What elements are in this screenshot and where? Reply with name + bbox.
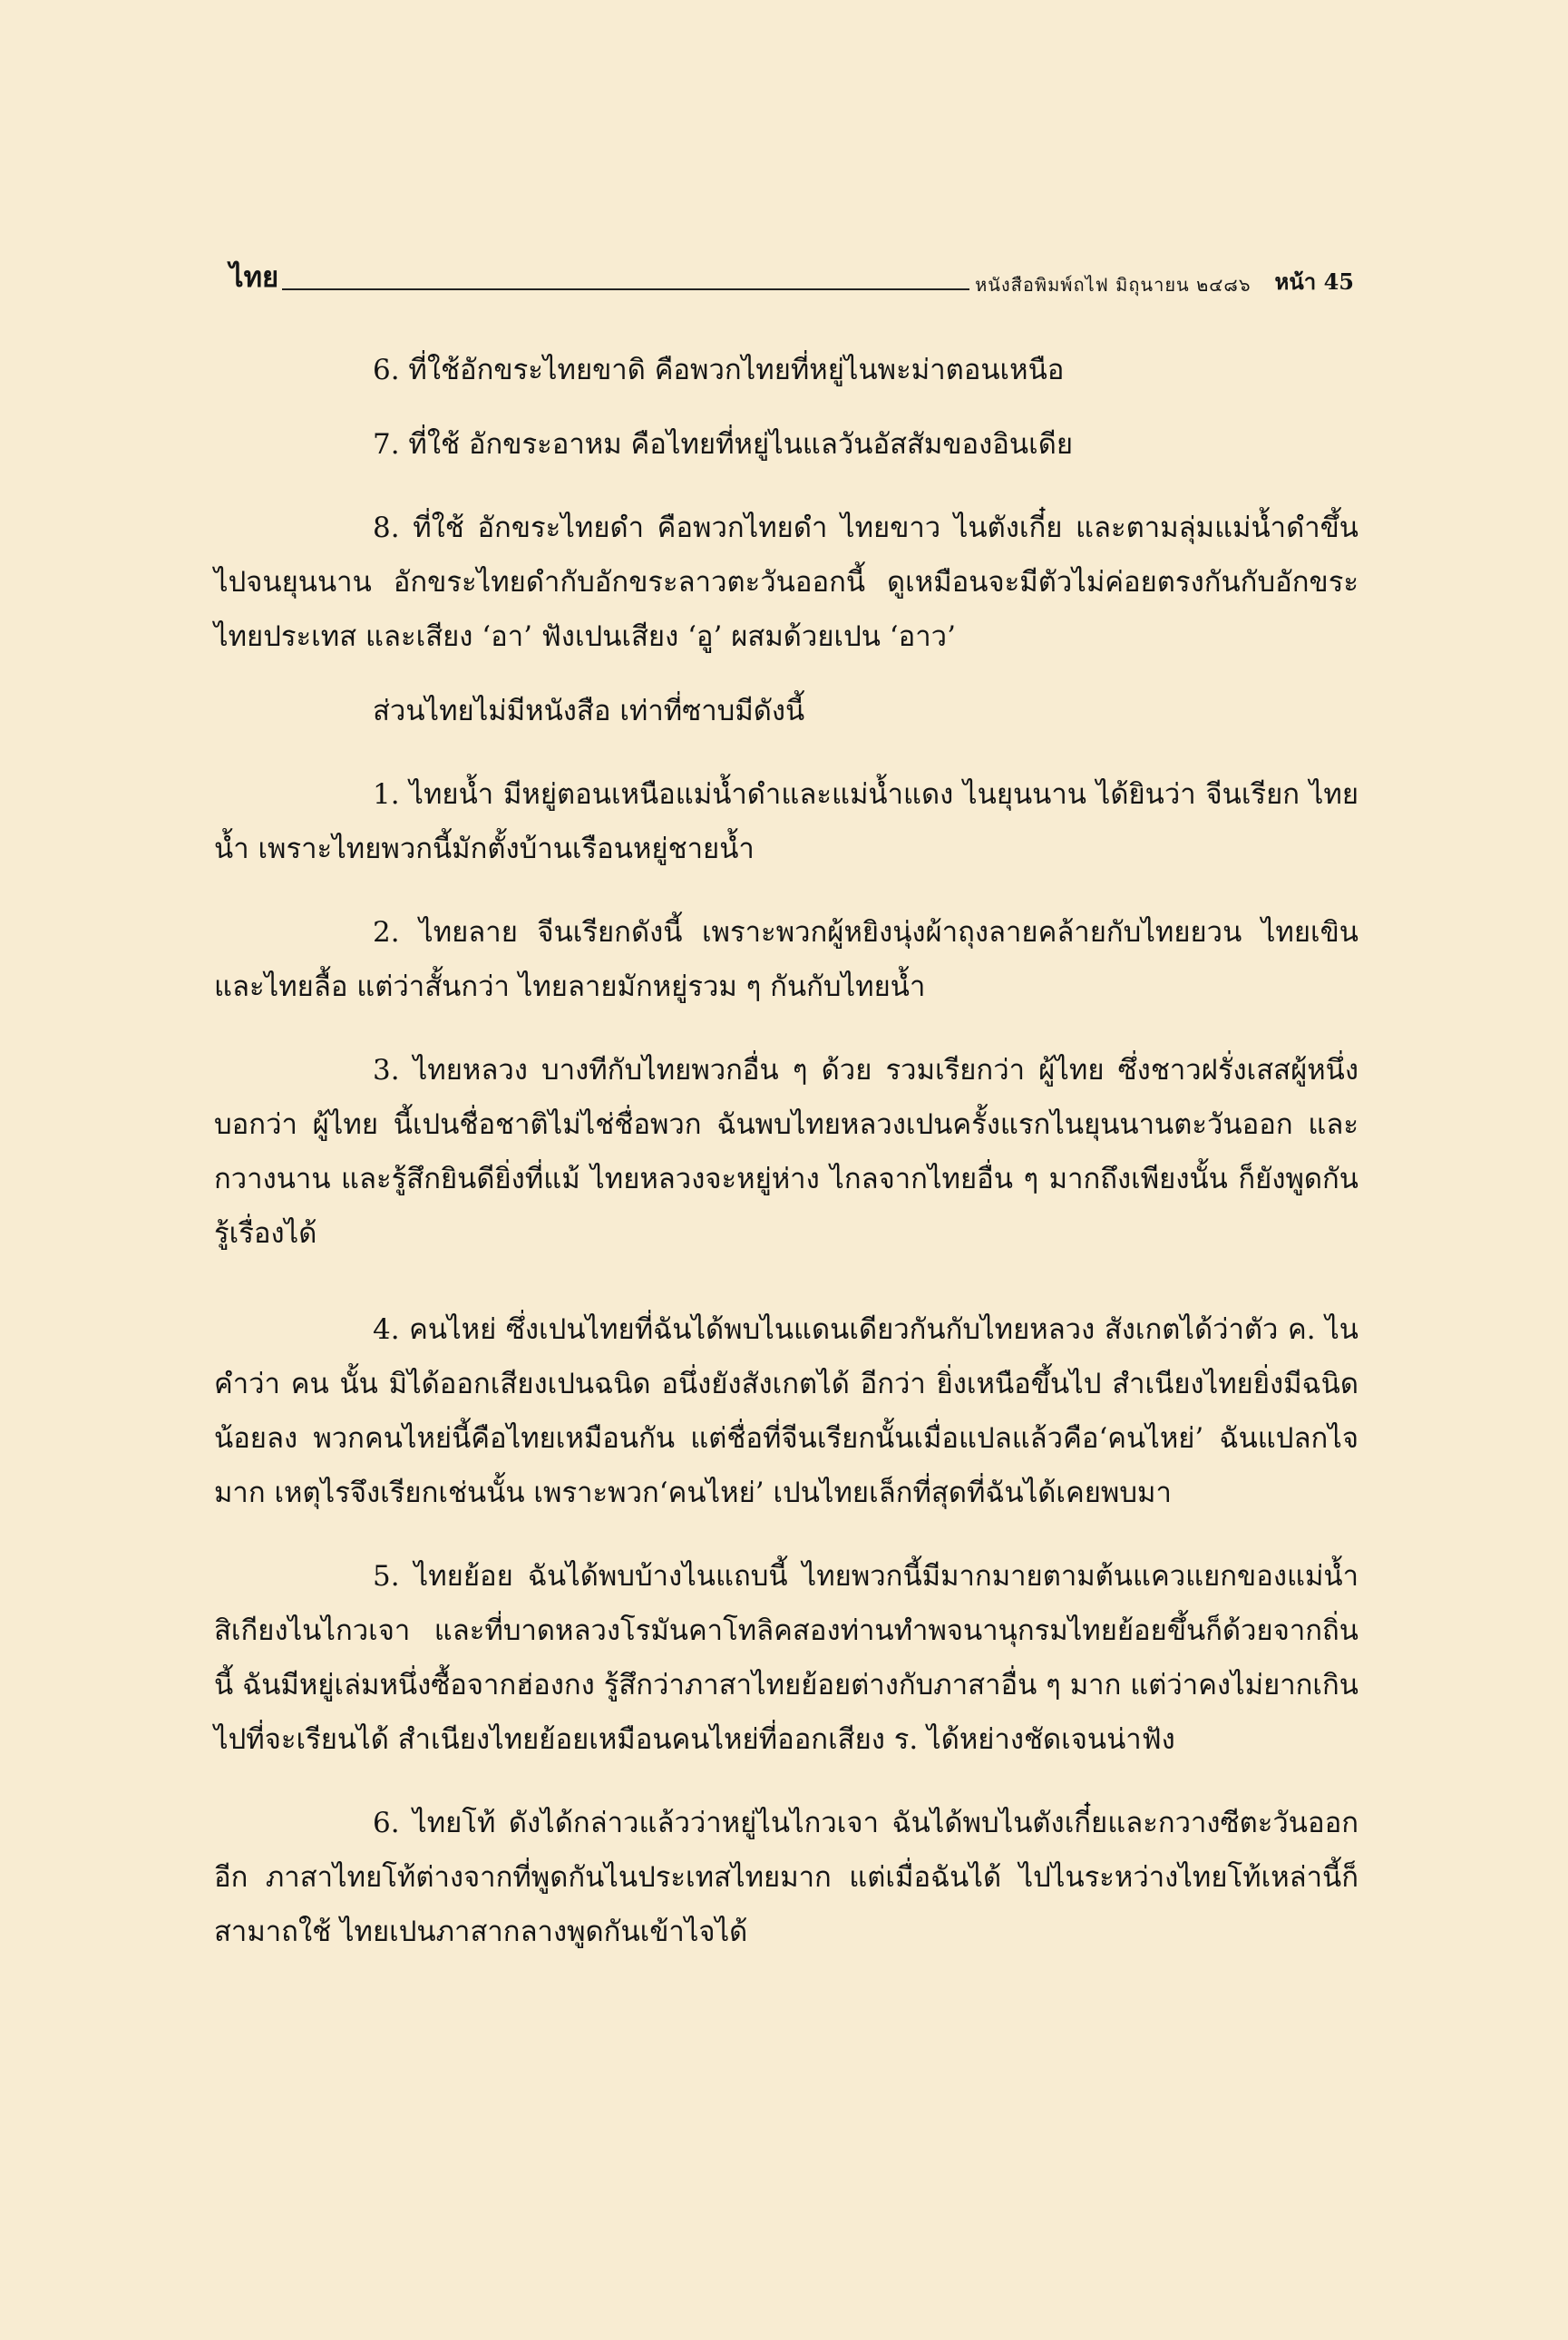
paragraph-item-6-shan: 6. ที่ใช้อักขระไทยขาดิ คือพวกไทยที่หยู่ไนพะม่าตอนเหนือ — [373, 354, 1065, 386]
header-publication: หนังสือพิมพ์ถไฟ มิถุนายน ๒๔๘๖ — [975, 274, 1251, 296]
paragraph-tai-yoi: 5. ไทยย้อย ฉันได้พบบ้างไนแถบนี้ ไทยพวกนี้มีมากมายตามต้นแควแยกของแม่น้ำสิเกียงไนไกวเจา และที่บาดหลวงโรมันคาโทลิคสองท่านทำพจนานุกรมไทยย้อยขึ้นก็ด้วยจากถิ่นนี้ ฉันมีหยู่เล่มหนึ่งซื้อจากฮ่องกง รู้สึกว่าภาสาไทยย้อยต่างกับภาสาอื่น ๆ มาก แต่ว่าคงไม่ยากเกินไปที่จะเรียนได้ สำเนียงไทยย้อยเหมือนคนไหย่ที่ออกเสียง ร. ได้หย่างชัดเจนน่าฟัง — [214, 1560, 1359, 1756]
paragraph-tai-nam: 1. ไทยน้ำ มีหยู่ตอนเหนือแม่น้ำดำและแม่น้ำแดง ไนยุนนาน ได้ยินว่า จีนเรียก ไทยน้ำ เพราะไทยพวกนี้มักตั้งบ้านเรือนหยู่ชายน้ำ — [214, 778, 1359, 865]
paragraph-item-8-black-tai: 8. ที่ใช้ อักขระไทยดำ คือพวกไทยดำ ไทยขาว ไนตังเกี๋ย และตามลุ่มแม่น้ำดำขึ้นไปจนยุนนาน อักขระไทยดำกับอักขระลาวตะวันออกนี้ ดูเหมือนจะมีตัวไม่ค่อยตรงกันกับอักขระไทยประเทส และเสียง ‘อา’ ฟังเปนเสียง ‘อู’ ผสมด้วยเปน ‘อาว’ — [214, 512, 1359, 653]
paragraph-tai-luang: 3. ไทยหลวง บางทีกับไทยพวกอื่น ๆ ด้วย รวมเรียกว่า ผู้ไทย ซึ่งชาวฝรั่งเสสผู้หนึ่งบอกว่า ผู้ไทย นี้เปนชื่อชาติไม่ไช่ชื่อพวก ฉันพบไทยหลวงเปนครั้งแรกไนยุนนานตะวันออก และกวางนาน และรู้สึกยินดียิ่งที่แม้ ไทยหลวงจะหยู่ห่าง ไกลจากไทยอื่น ๆ มากถึงเพียงนั้น ก็ยังพูดกันรู้เรื่องได้ — [214, 1054, 1359, 1250]
running-header — [229, 263, 1354, 299]
paragraph-item-7-ahom: 7. ที่ใช้ อักขระอาหม คือไทยที่หยู่ไนแลวันอัสสัมของอินเดีย — [373, 428, 1074, 461]
page-number: หน้า 45 — [1274, 268, 1354, 295]
body-text — [214, 343, 1359, 1959]
paragraph-unwritten-intro: ส่วนไทยไม่มีหนังสือ เท่าที่ซาบมีดังนี้ — [373, 695, 805, 727]
paragraph-khon-yai: 4. คนไหย่ ซึ่งเปนไทยที่ฉันได้พบไนแดนเดียวกันกับไทยหลวง สังเกตได้ว่าตัว ค. ไนคำว่า คน นั้น มิได้ออกเสียงเปนฉนิด อนึ่งยังสังเกตได้ อีกว่า ยิ่งเหนือขึ้นไป สำเนียงไทยยิ่งมีฉนิดน้อยลง พวกคนไหย่นี้คือไทยเหมือนกัน แต่ชื่อที่จีนเรียกนั้นเมื่อแปลแล้วคือ‘คนไหย่’ ฉันแปลกไจมาก เหตุไรจึงเรียกเช่นนั้น เพราะพวก‘คนไหย่’ เปนไทยเล็กที่สุดที่ฉันได้เคยพบมา — [214, 1313, 1359, 1509]
header-section-title: ไทย — [229, 261, 279, 294]
paragraph-tai-tho: 6. ไทยโท้ ดังได้กล่าวแล้วว่าหยู่ไนไกวเจา ฉันได้พบไนตังเกี๋ยและกวางซีตะวันออกอีก ภาสาไทยโท้ต่างจากที่พูดกันไนประเทสไทยมาก แต่เมื่อฉันได้ ไปไนระหว่างไทยโท้เหล่านี้ก็สามาถใช้ ไทยเปนภาสากลางพูดกันเข้าไจได้ — [214, 1807, 1359, 1948]
header-rule — [282, 288, 969, 290]
paragraph-tai-lai: 2. ไทยลาย จีนเรียกดังนี้ เพราะพวกผู้หยิงนุ่งผ้าถุงลายคล้ายกับไทยยวน ไทยเขิน และไทยลื้อ แต่ว่าสั้นกว่า ไทยลายมักหยู่รวม ๆ กันกับไทยน้ำ — [214, 916, 1359, 1003]
